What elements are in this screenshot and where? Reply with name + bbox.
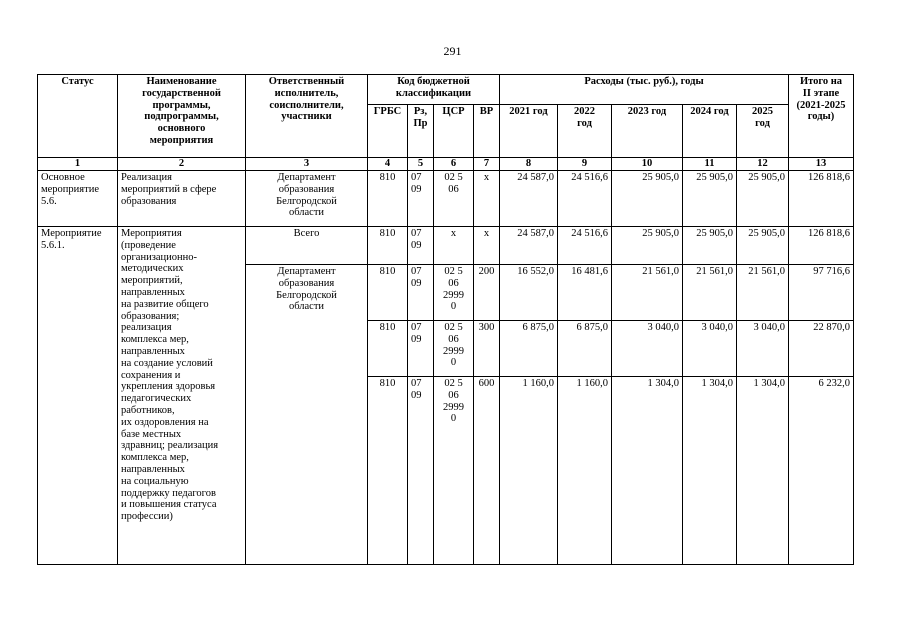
column-number: 5: [408, 158, 434, 171]
header-2022: 2022 год: [558, 105, 612, 158]
header-program-name: Наименование государственной программы, подпрограммы, основного мероприятия: [118, 75, 246, 158]
csr-cell: 02 5 06 2999 0: [434, 377, 474, 565]
value-2025: 21 561,0: [737, 265, 789, 321]
value-2023: 21 561,0: [612, 265, 683, 321]
grbs-cell: 810: [368, 321, 408, 377]
grbs-cell: 810: [368, 171, 408, 227]
value-total: 126 818,6: [789, 171, 854, 227]
value-total: 126 818,6: [789, 227, 854, 265]
rzpr-cell: 07 09: [408, 171, 434, 227]
grbs-cell: 810: [368, 265, 408, 321]
csr-cell: 02 5 06: [434, 171, 474, 227]
value-2023: 25 905,0: [612, 227, 683, 265]
header-2023: 2023 год: [612, 105, 683, 158]
vr-cell: 200: [474, 265, 500, 321]
column-number: 1: [38, 158, 118, 171]
value-2025: 25 905,0: [737, 227, 789, 265]
status-cell: Основное мероприятие 5.6.: [38, 171, 118, 227]
value-2022: 6 875,0: [558, 321, 612, 377]
value-2022: 24 516,6: [558, 227, 612, 265]
value-2021: 1 160,0: [500, 377, 558, 565]
executor-cell: Всего: [246, 227, 368, 265]
value-2021: 6 875,0: [500, 321, 558, 377]
rzpr-cell: 07 09: [408, 377, 434, 565]
rzpr-cell: 07 09: [408, 321, 434, 377]
status-cell: Мероприятие 5.6.1.: [38, 227, 118, 565]
header-expenses: Расходы (тыс. руб.), годы: [500, 75, 789, 105]
column-number: 12: [737, 158, 789, 171]
value-total: 22 870,0: [789, 321, 854, 377]
value-2023: 1 304,0: [612, 377, 683, 565]
value-2025: 3 040,0: [737, 321, 789, 377]
budget-table: [37, 74, 854, 565]
header-csr: ЦСР: [434, 105, 474, 158]
value-2024: 25 905,0: [683, 171, 737, 227]
column-number: 9: [558, 158, 612, 171]
vr-cell: 300: [474, 321, 500, 377]
table-row: [38, 171, 854, 227]
value-2021: 24 587,0: [500, 227, 558, 265]
column-number: 6: [434, 158, 474, 171]
csr-cell: х: [434, 227, 474, 265]
header-rz-pr: Рз, Пр: [408, 105, 434, 158]
value-total: 97 716,6: [789, 265, 854, 321]
vr-cell: х: [474, 171, 500, 227]
value-2021: 24 587,0: [500, 171, 558, 227]
column-number: 7: [474, 158, 500, 171]
value-2022: 1 160,0: [558, 377, 612, 565]
column-number: 8: [500, 158, 558, 171]
column-number: 10: [612, 158, 683, 171]
column-number: 11: [683, 158, 737, 171]
value-2024: 3 040,0: [683, 321, 737, 377]
value-2024: 1 304,0: [683, 377, 737, 565]
header-budget-code: Код бюджетной классификации: [368, 75, 500, 105]
header-executor: Ответственный исполнитель, соисполнители, участники: [246, 75, 368, 158]
value-2025: 1 304,0: [737, 377, 789, 565]
executor-cell: Департамент образования Белгородской области: [246, 171, 368, 227]
value-2021: 16 552,0: [500, 265, 558, 321]
grbs-cell: 810: [368, 227, 408, 265]
value-2022: 24 516,6: [558, 171, 612, 227]
value-2024: 21 561,0: [683, 265, 737, 321]
executor-cell: Департамент образования Белгородской области: [246, 265, 368, 565]
rzpr-cell: 07 09: [408, 227, 434, 265]
header-grbs: ГРБС: [368, 105, 408, 158]
header-vr: ВР: [474, 105, 500, 158]
header-total: Итого на II этапе (2021-2025 годы): [789, 75, 854, 158]
header-status: Статус: [38, 75, 118, 158]
column-number: 2: [118, 158, 246, 171]
value-2022: 16 481,6: [558, 265, 612, 321]
name-cell: Мероприятия (проведение организационно- методических мероприятий, направленных на развитие общего образования; реализация комплекса мер, направленных на создание условий сохранения и укрепления здоровья педагогических работников, их оздоровления на базе местных здравниц; реализация комплекса мер, направленных на социальную поддержку педагогов и повышения статуса профессии): [118, 227, 246, 565]
value-2024: 25 905,0: [683, 227, 737, 265]
value-2025: 25 905,0: [737, 171, 789, 227]
name-cell: Реализация мероприятий в сфере образования: [118, 171, 246, 227]
value-2023: 3 040,0: [612, 321, 683, 377]
table-row: [38, 227, 854, 265]
csr-cell: 02 5 06 2999 0: [434, 265, 474, 321]
column-number: 4: [368, 158, 408, 171]
csr-cell: 02 5 06 2999 0: [434, 321, 474, 377]
header-2021: 2021 год: [500, 105, 558, 158]
value-2023: 25 905,0: [612, 171, 683, 227]
rzpr-cell: 07 09: [408, 265, 434, 321]
header-2025: 2025 год: [737, 105, 789, 158]
header-2024: 2024 год: [683, 105, 737, 158]
grbs-cell: 810: [368, 377, 408, 565]
column-number: 13: [789, 158, 854, 171]
vr-cell: 600: [474, 377, 500, 565]
page-number: 291: [443, 44, 462, 58]
vr-cell: х: [474, 227, 500, 265]
value-total: 6 232,0: [789, 377, 854, 565]
column-number: 3: [246, 158, 368, 171]
